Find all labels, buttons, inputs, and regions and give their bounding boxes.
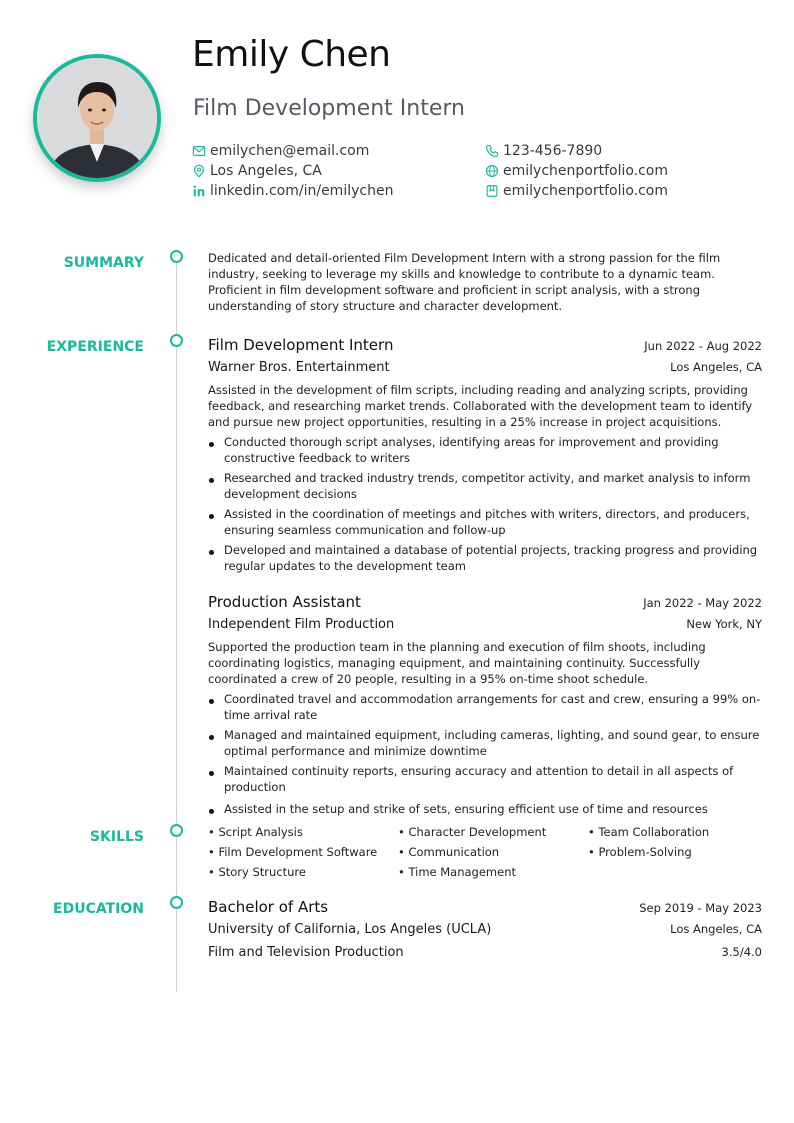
skills-grid <box>208 824 762 880</box>
timeline-dot-experience <box>170 334 183 347</box>
experience-company: Independent Film Production <box>208 617 395 632</box>
globe-icon <box>485 164 499 178</box>
skill-item: • Film Development Software <box>208 845 378 859</box>
list-item: Conducted thorough script analyses, identifying areas for improvement and providing constructive feedback to writers <box>208 434 762 466</box>
list-item: Assisted in the setup and strike of sets, ensuring efficient use of time and resources <box>208 801 762 817</box>
experience-title: Production Assistant <box>208 593 361 611</box>
education-major: Film and Television Production <box>208 945 404 960</box>
education-entry <box>208 898 762 967</box>
experience-entry-2 <box>208 593 762 817</box>
phone-text[interactable]: 123-456-7890 <box>503 142 603 159</box>
linkedin-text[interactable]: linkedin.com/in/emilychen <box>210 182 394 199</box>
education-school: University of California, Los Angeles (UCLA) <box>208 922 492 937</box>
skill-item: • Team Collaboration <box>588 825 710 839</box>
contact-column-left <box>192 142 393 199</box>
profile-photo <box>33 54 161 182</box>
skill-item: • Time Management <box>398 865 517 879</box>
list-item: Maintained continuity reports, ensuring accuracy and attention to detail in all aspects of production <box>208 763 762 795</box>
list-item: Managed and maintained equipment, including cameras, lighting, and sound gear, to ensure optimal performance and minimize downtime <box>208 727 762 759</box>
contact-portfolio[interactable] <box>485 182 668 199</box>
phone-icon <box>485 144 499 158</box>
skill-item: • Communication <box>398 845 500 859</box>
skill-item: • Problem-Solving <box>588 845 692 859</box>
section-label-education: EDUCATION <box>53 901 144 917</box>
section-label-experience: EXPERIENCE <box>46 339 144 355</box>
list-item: Developed and maintained a database of potential projects, tracking progress and providing regular updates to the development team <box>208 542 762 574</box>
skill-item: • Script Analysis <box>208 825 303 839</box>
list-item: Coordinated travel and accommodation arrangements for cast and crew, ensuring a 99% on-time arrival rate <box>208 691 762 723</box>
job-title: Film Development Intern <box>193 96 465 121</box>
location-pin-icon <box>192 164 206 178</box>
contact-phone[interactable] <box>485 142 668 159</box>
contact-website[interactable] <box>485 162 668 179</box>
education-dates: Sep 2019 - May 2023 <box>639 901 762 915</box>
list-item: Researched and tracked industry trends, competitor activity, and market analysis to inform development decisions <box>208 470 762 502</box>
avatar <box>37 58 157 178</box>
summary-text: Dedicated and detail-oriented Film Development Intern with a strong passion for the film industry, seeking to leverage my skills and knowledge to contribute to a dynamic team. Proficient in film development software and proficient in script analysis, with a strong understanding of story structure and character development. <box>208 251 721 313</box>
timeline-dot-education <box>170 896 183 909</box>
portfolio-text[interactable]: emilychenportfolio.com <box>503 182 669 199</box>
experience-description: Assisted in the development of film scripts, including reading and analyzing scripts, providing feedback, and researching market trends. Collaborated with the development team to identify and pursue new project opportunities, resulting in a 25% increase in project acquisitions. <box>208 383 753 429</box>
experience-bullets <box>208 691 762 817</box>
contact-location <box>192 162 393 179</box>
location-text: Los Angeles, CA <box>210 162 322 179</box>
timeline-dot-skills <box>170 824 183 837</box>
mail-icon <box>192 144 206 158</box>
education-location: Los Angeles, CA <box>670 922 762 936</box>
timeline-dot-summary <box>170 250 183 263</box>
experience-entry-1 <box>208 336 762 574</box>
contact-email[interactable] <box>192 142 393 159</box>
skill-item: • Character Development <box>398 825 547 839</box>
section-label-skills: SKILLS <box>89 829 144 845</box>
timeline-line <box>176 257 177 992</box>
experience-bullets <box>208 434 762 574</box>
linkedin-icon <box>192 184 206 198</box>
contact-column-right <box>485 142 668 199</box>
candidate-name: Emily Chen <box>192 34 391 75</box>
experience-description: Supported the production team in the planning and execution of film shoots, including coordinating logistics, managing equipment, and maintaining continuity. Successfully coordinated a crew of 20 people, resulting in a 95% on-time shoot schedule. <box>208 640 706 686</box>
contact-linkedin[interactable] <box>192 182 393 199</box>
section-label-summary: SUMMARY <box>63 255 144 271</box>
education-degree: Bachelor of Arts <box>208 898 329 916</box>
experience-location: Los Angeles, CA <box>670 360 762 374</box>
experience-dates: Jun 2022 - Aug 2022 <box>644 339 762 353</box>
experience-location: New York, NY <box>686 617 762 631</box>
website-text[interactable]: emilychenportfolio.com <box>503 162 669 179</box>
email-text[interactable]: emilychen@email.com <box>210 142 370 159</box>
experience-title: Film Development Intern <box>208 336 394 354</box>
list-item: Assisted in the coordination of meetings and pitches with writers, directors, and producers, ensuring seamless communication and follow-up <box>208 506 762 538</box>
experience-dates: Jan 2022 - May 2022 <box>643 596 762 610</box>
education-gpa: 3.5/4.0 <box>721 945 762 959</box>
portfolio-icon <box>485 184 499 198</box>
experience-company: Warner Bros. Entertainment <box>208 360 390 375</box>
skill-item: • Story Structure <box>208 865 306 879</box>
